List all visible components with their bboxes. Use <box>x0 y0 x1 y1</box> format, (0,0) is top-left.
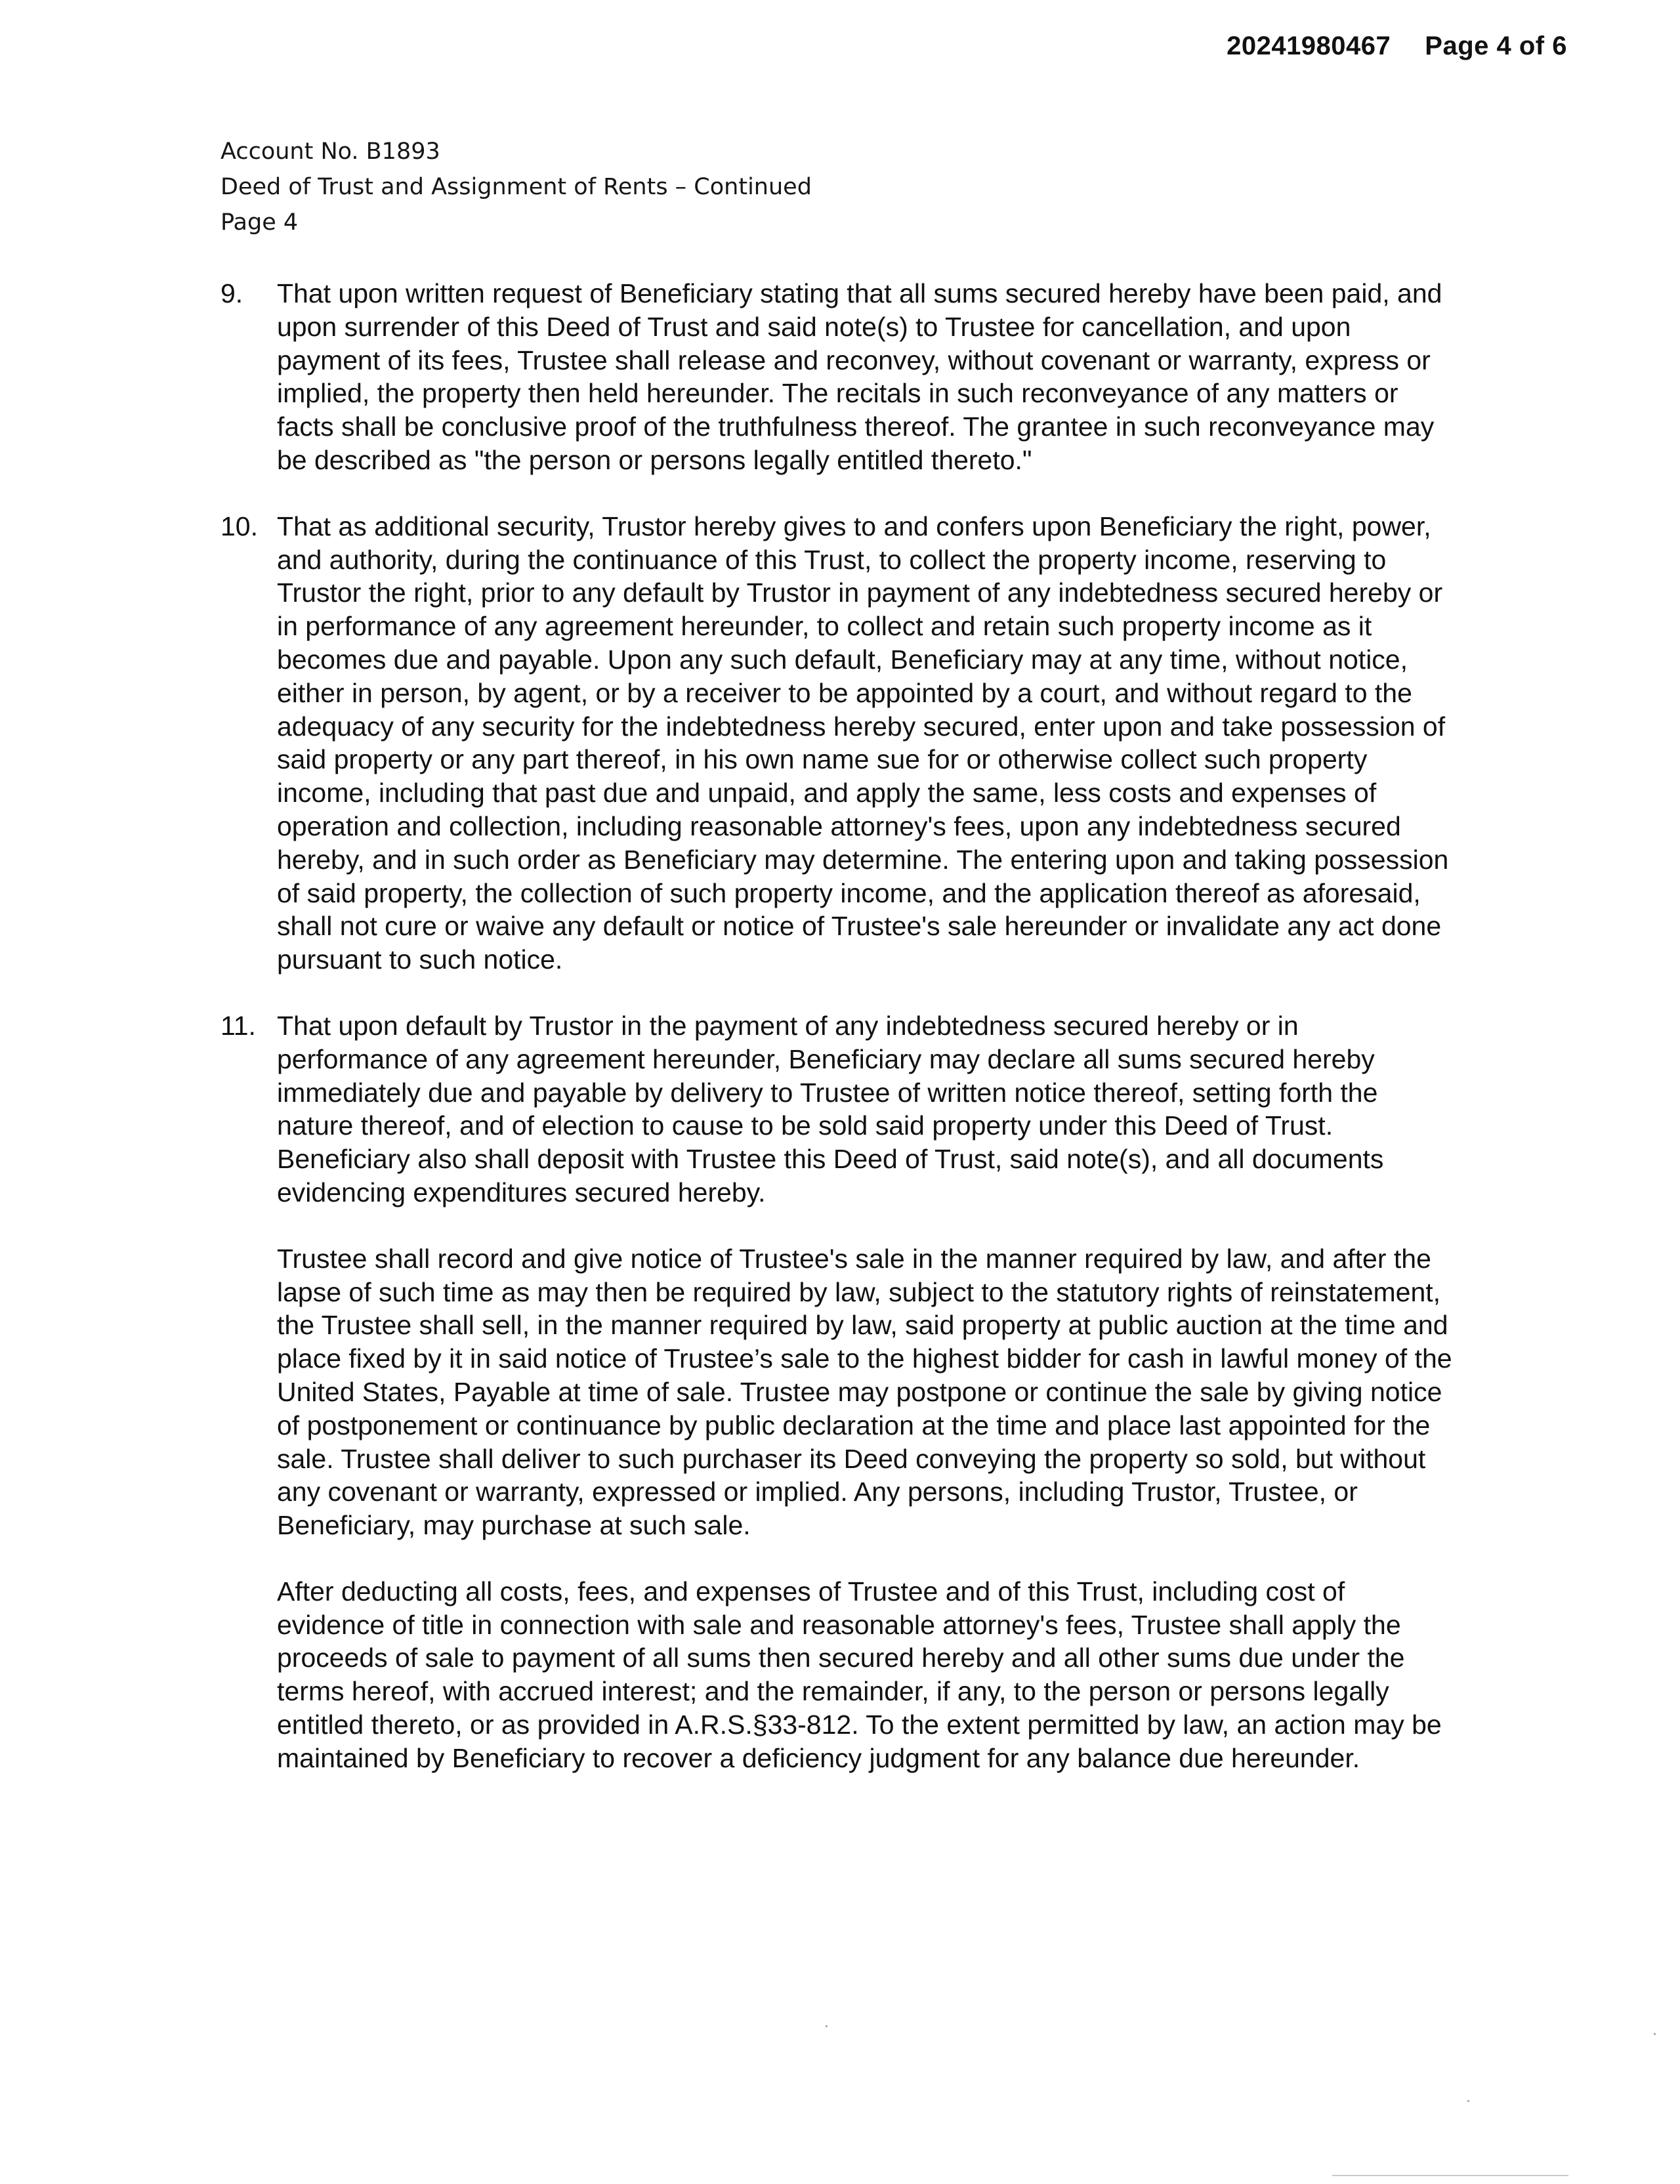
scan-artifact <box>826 2025 828 2027</box>
clause-11 <box>220 1009 1454 1775</box>
scan-artifact <box>1332 2175 1568 2176</box>
clause-9 <box>220 277 1454 477</box>
scan-artifact <box>1467 2100 1469 2102</box>
clause-paragraph: That as additional security, Trustor hereby gives to and confers upon Beneficiary the right, power, and authority, during the continuance of this Trust, to collect the property income, reserving to Trustor the right, prior to any default by Trustor in payment of any indebtedness secured hereby or in performance of any agreement hereunder, to collect and retain such property income as it becomes due and payable. Upon any such default, Beneficiary may at any time, without notice, either in person, by agent, or by a receiver to be appointed by a court, and without regard to the adequacy of any security for the indebtedness hereby secured, enter upon and take possession of said property or any part thereof, in his own name sue for or otherwise collect such property income, including that past due and unpaid, and apply the same, less costs and expenses of operation and collection, including reasonable attorney's fees, upon any indebtedness secured hereby, and in such order as Beneficiary may determine. The entering upon and taking possession of said property, the collection of such property income, and the application thereof as aforesaid, shall not cure or waive any default or notice of Trustee's sale hereunder or invalidate any act done pursuant to such notice. <box>277 511 1449 975</box>
document-title: Deed of Trust and Assignment of Rents – Continued <box>220 174 812 200</box>
recording-number: 20241980467 <box>1227 32 1391 60</box>
recording-header <box>1227 32 1567 61</box>
clause-number: 10. <box>220 511 258 541</box>
scan-artifact <box>1654 2033 1656 2035</box>
clause-number: 9. <box>220 278 243 308</box>
clause-number: 11. <box>220 1010 256 1041</box>
clause-paragraph: That upon default by Trustor in the payment of any indebtedness secured hereby or in performance of any agreement hereunder, Beneficiary may declare all sums secured hereby immediately due and payable by delivery to Trustee of written notice thereof, setting forth the nature thereof, and of election to cause to be sold said property under this Deed of Trust. Beneficiary also shall deposit with Trustee this Deed of Trust, said note(s), and all documents evidencing expenditures secured hereby. <box>277 1010 1384 1208</box>
document-heading <box>220 134 812 240</box>
document-body <box>220 277 1454 1808</box>
clause-10 <box>220 510 1454 976</box>
clause-paragraph: After deducting all costs, fees, and expenses of Trustee and of this Trust, including cost of evidence of title in connection with sale and reasonable attorney's fees, Trustee shall apply the proceeds of sale to payment of all sums then secured hereby and all other sums due under the terms hereof, with accrued interest; and the remainder, if any, to the person or persons legally entitled thereto, or as provided in A.R.S.§33-812. To the extent permitted by law, an action may be maintained by Beneficiary to recover a deficiency judgment for any balance due hereunder. <box>277 1576 1442 1773</box>
clause-paragraph: Trustee shall record and give notice of Trustee's sale in the manner required by law, and after the lapse of such time as may then be required by law, subject to the statutory rights of reinstatement, the Trustee shall sell, in the manner required by law, said property at public auction at the time and place fixed by it in said notice of Trustee’s sale to the highest bidder for cash in lawful money of the United States, Payable at time of sale. Trustee may postpone or continue the sale by giving notice of postponement or continuance by public declaration at the time and place last appointed for the sale. Trustee shall deliver to such purchaser its Deed conveying the property so sold, but without any covenant or warranty, expressed or implied. Any persons, including Trustor, Trustee, or Beneficiary, may purchase at such sale. <box>277 1243 1452 1541</box>
document-page-number: Page 4 <box>220 209 299 236</box>
account-number: Account No. B1893 <box>220 138 440 165</box>
page-indicator: Page 4 of 6 <box>1425 32 1567 60</box>
clause-paragraph: That upon written request of Beneficiary stating that all sums secured hereby have been paid, and upon surrender of this Deed of Trust and said note(s) to Trustee for cancellation, and upon payment of its fees, Trustee shall release and reconvey, without covenant or warranty, express or implied, the property then held hereunder. The recitals in such reconveyance of any matters or facts shall be conclusive proof of the truthfulness thereof. The grantee in such reconveyance may be described as "the person or persons legally entitled thereto." <box>277 278 1442 475</box>
